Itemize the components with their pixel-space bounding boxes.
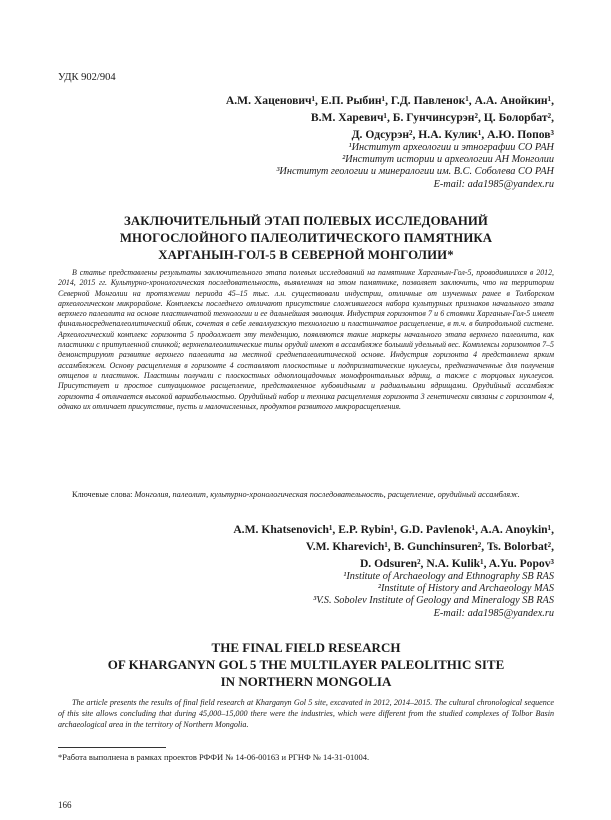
keywords-ru [58, 489, 554, 500]
keywords-label: Ключевые слова: [72, 490, 133, 499]
udc-code: УДК 902/904 [58, 72, 116, 83]
title-en-line: OF KHARGANYN GOL 5 THE MULTILAYER PALEOLITHIC SITE [107, 656, 505, 672]
authors-en-line: V.M. Kharevich¹, B. Gunchinsuren², Ts. Bolorbat², [305, 540, 554, 553]
affiliation-ru: ¹Институт археологии и этнографии СО РАН [348, 142, 554, 153]
authors-ru-line: А.М. Хаценович¹, Е.П. Рыбин¹, Г.Д. Павленок¹, А.А. Анойкин¹, [225, 94, 554, 107]
authors-en [233, 521, 554, 572]
title-ru-line: ХАРГАНЫН-ГОЛ-5 В СЕВЕРНОЙ МОНГОЛИИ* [158, 247, 454, 262]
abstract-ru-text: В статье представлены результаты заключительного этапа полевых исследований на памятнике Харганын-Гол-5, проводившихся в 2012, 2014, 2015 гг. Культурно-хронологическая последовательность, выявленная на этом памятнике, позволяет заключить, что на территории Северной Монголии на протяжении периода 45–15 тыс. л.н. существовали индустрии, отличные от изученных ранее в Толборском археологическом микрорайоне. Комплексы последнего отличают присутствие сложившегося набора культурных признаков начального этапа верхнего палеолита на основе пластинчатой технологии и ее дальнейшая эволюция. Индустрия горизонтов 7 и 6 стоянки Харганын-Гол-5 имеет финальносреднепалеолитический облик, сочетая в себе леваллуазскую технологию и пластинчатое расщепление, в т.ч. в бипродольной системе. Археологический комплекс горизонта 5 продолжает эту тенденцию, появляются такие маркеры начального этапа верхнего палеолита, как пластинки с притупленной спинкой; верхнепалеолитические типы орудий имеют в ассамбляже больший удельный вес. Комплексы горизонтов 7–5 демонстрируют развитие верхнего палеолита на местной среднепалеолитической основе. Индустрия горизонта 4 представлена ярким ассамбляжем. Основу расщепления в горизонте 4 составляют плоскостные и подпризматические нуклеусы, предназначенные для получения отщепов и пластинок. Пластины получали с плоскостных одноплощадочных монофронтальных ядрищ, а также с торцовых нуклеусов. Присутствует и простое ситуационное расщепление, представленное кубовидными и радиальными ядрищами. Орудийный ассамбляж горизонта 4 отличается высокой вариабельностью. Орудийный набор и техника расщепления горизонта 3 генетически связаны с горизонтом 4, однако их отличает присутствие, пусть и малочисленных, продуктов развитого микрорасщепления. [58, 268, 554, 411]
footnote: *Работа выполнена в рамках проектов РФФИ № 14-06-00163 и РГНФ № 14-31-01004. [58, 752, 370, 762]
title-ru-line: ЗАКЛЮЧИТЕЛЬНЫЙ ЭТАП ПОЛЕВЫХ ИССЛЕДОВАНИЙ [124, 214, 488, 228]
affiliation-ru: ²Институт истории и археологии АН Монголии [342, 154, 554, 166]
email-ru: E-mail: ada1985@yandex.ru [433, 178, 554, 190]
affiliation-en: ¹Institute of Archaeology and Ethnography SB RAS [343, 571, 554, 582]
authors-ru-line: В.М. Харевич¹, Б. Гунчинсурэн², Ц. Болорбат², [310, 111, 554, 124]
title-ru-line: МНОГОСЛОЙНОГО ПАЛЕОЛИТИЧЕСКОГО ПАМЯТНИКА [119, 230, 493, 245]
footnote-divider [58, 747, 166, 748]
authors-ru [226, 92, 554, 143]
authors-ru-line: Д. Одсурэн², Н.А. Кулик¹, А.Ю. Попов³ [351, 128, 554, 141]
title-en-line: THE FINAL FIELD RESEARCH [211, 640, 401, 655]
affiliations-ru [276, 142, 554, 191]
email-en: E-mail: ada1985@yandex.ru [433, 607, 554, 619]
authors-en-line: A.M. Khatsenovich¹, E.P. Rybin¹, G.D. Pavlenok¹, A.A. Anoykin¹, [233, 523, 554, 536]
affiliation-ru: ³Институт геологии и минералогии им. В.С. Соболева СО РАН [276, 166, 554, 178]
keywords-paragraph [58, 489, 554, 500]
abstract-en [58, 698, 554, 730]
abstract-en-text: The article presents the results of final field research at Kharganyn Gol 5 site, excavated in 2012, 2014–2015. The cultural chronological sequence of this site allows concluding that during 45,000–15,000 there were the industries, which were different from the studied complexes of Tolbor Basin archaeological area in the territory of Northern Mongolia. [58, 698, 554, 729]
affiliation-en: ³V.S. Sobolev Institute of Geology and Mineralogy SB RAS [313, 595, 554, 607]
keywords-text: Монголия, палеолит, культурно-хронологическая последовательность, расщепление, орудийный ассамбляж. [134, 490, 520, 499]
title-en-line: IN NORTHERN MONGOLIA [220, 673, 392, 689]
affiliations-en [313, 571, 554, 620]
article-title-ru [58, 213, 554, 263]
abstract-ru [58, 268, 554, 412]
article-title-en [58, 640, 554, 690]
page-number: 166 [58, 800, 72, 810]
authors-en-line: D. Odsuren², N.A. Kulik¹, A.Yu. Popov³ [359, 557, 554, 570]
affiliation-en: ²Institute of History and Archaeology MAS [377, 583, 554, 595]
